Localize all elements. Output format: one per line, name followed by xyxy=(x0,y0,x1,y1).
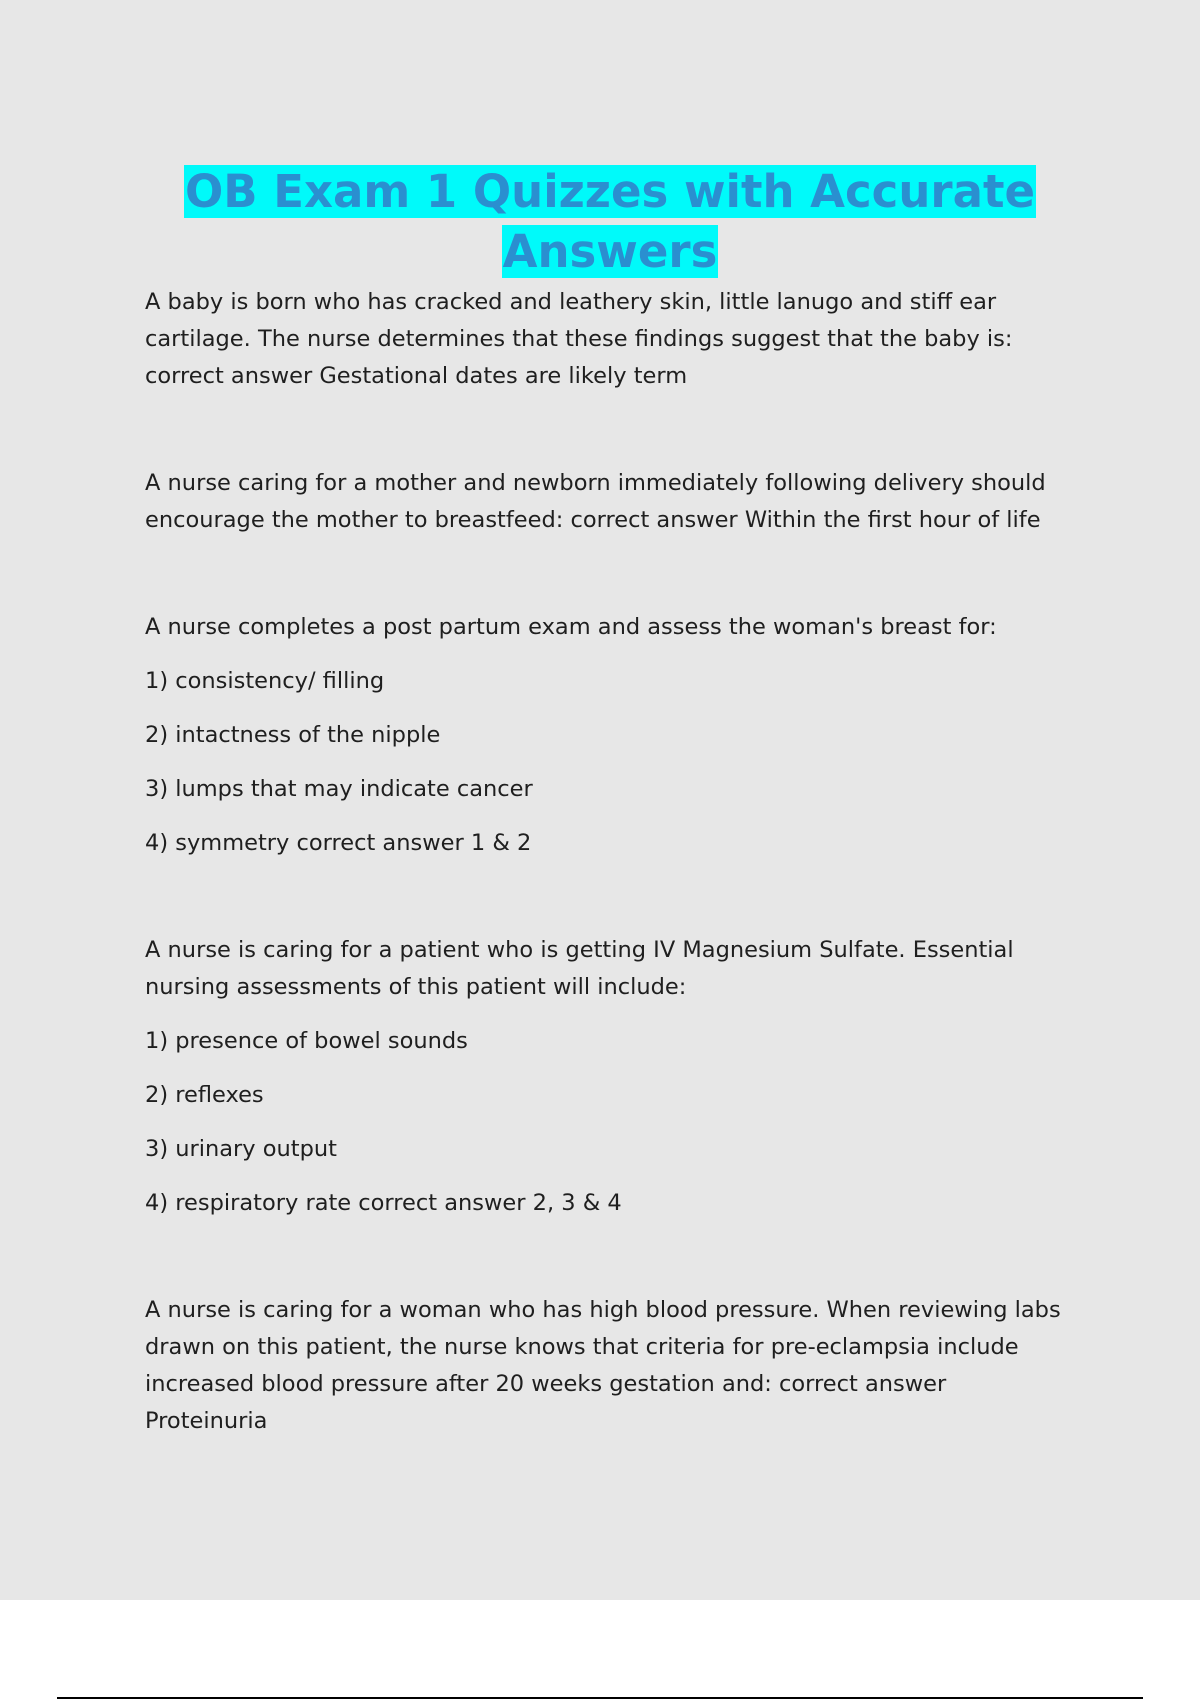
question-3-option: 4) symmetry correct answer 1 & 2 xyxy=(145,830,532,856)
question-5 xyxy=(145,1292,1075,1440)
title-line-1: OB Exam 1 Quizzes with Accurate xyxy=(185,165,1035,218)
question-4 xyxy=(145,932,1075,1222)
question-3 xyxy=(145,609,1075,862)
question-2 xyxy=(145,465,1075,539)
question-1-line-2: cartilage. The nurse determines that these findings suggest that the baby is: xyxy=(145,326,1013,352)
document-content xyxy=(145,162,1075,1440)
question-4-option: 2) reflexes xyxy=(145,1082,264,1108)
question-5-line-1: A nurse is caring for a woman who has high blood pressure. When reviewing labs xyxy=(145,1297,1061,1323)
question-4-option: 4) respiratory rate correct answer 2, 3 & 4 xyxy=(145,1190,622,1216)
question-3-option: 2) intactness of the nipple xyxy=(145,722,441,748)
question-3-option: 1) consistency/ filling xyxy=(145,668,385,694)
question-2-line-2: encourage the mother to breastfeed: correct answer Within the first hour of life xyxy=(145,507,1041,533)
title-line-2: Answers xyxy=(502,225,718,278)
question-5-line-2: drawn on this patient, the nurse knows that criteria for pre-eclampsia include xyxy=(145,1334,1019,1360)
question-5-line-3: increased blood pressure after 20 weeks gestation and: correct answer xyxy=(145,1371,947,1397)
question-4-option: 1) presence of bowel sounds xyxy=(145,1028,468,1054)
question-3-option: 3) lumps that may indicate cancer xyxy=(145,776,533,802)
question-1-line-1: A baby is born who has cracked and leathery skin, little lanugo and stiff ear xyxy=(145,289,997,315)
question-1-line-3: correct answer Gestational dates are likely term xyxy=(145,363,688,389)
question-1 xyxy=(145,284,1075,395)
footer-divider xyxy=(57,1697,1143,1699)
question-4-line-2: nursing assessments of this patient will include: xyxy=(145,974,687,1000)
question-4-line-1: A nurse is caring for a patient who is getting IV Magnesium Sulfate. Essential xyxy=(145,937,1014,963)
question-2-line-1: A nurse caring for a mother and newborn immediately following delivery should xyxy=(145,470,1046,496)
question-3-stem: A nurse completes a post partum exam and assess the woman's breast for: xyxy=(145,614,997,640)
question-5-line-4: Proteinuria xyxy=(145,1408,268,1434)
question-4-option: 3) urinary output xyxy=(145,1136,337,1162)
document-title xyxy=(145,162,1075,282)
